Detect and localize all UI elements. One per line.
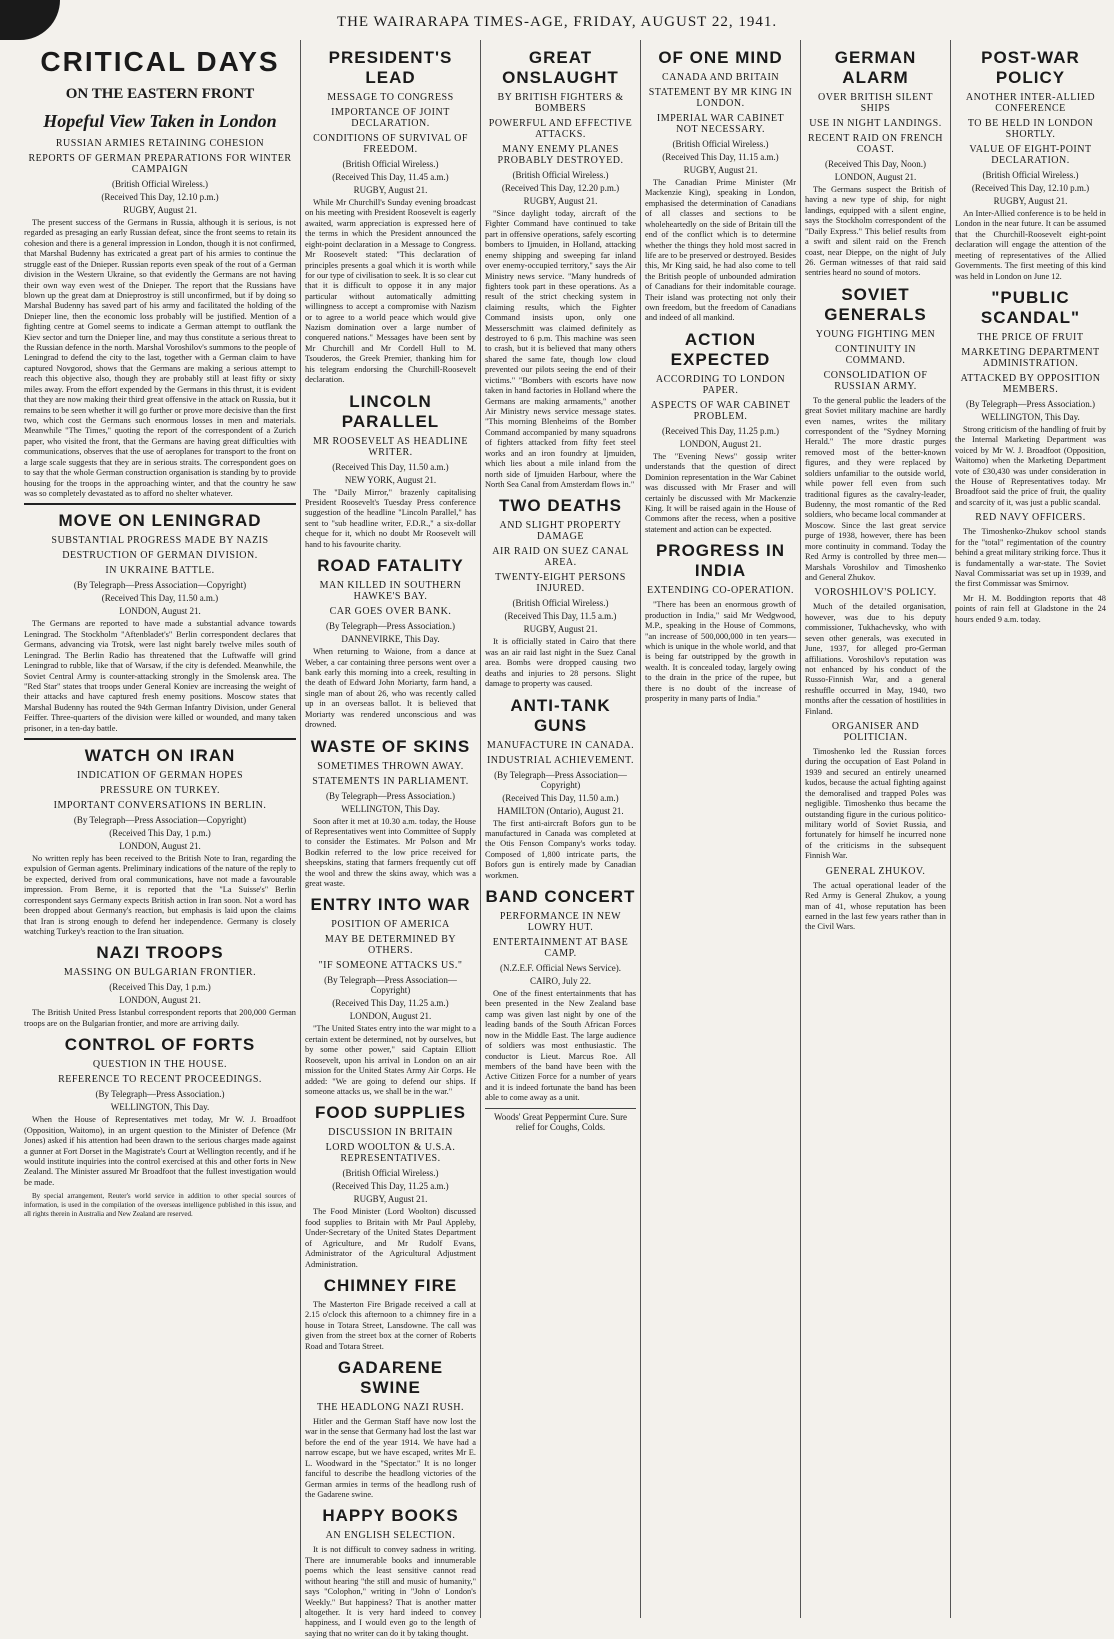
dateline: LONDON, August 21. [119,841,201,852]
advertisement: Woods' Great Peppermint Cure. Sure relief for Coughs, Colds. [485,1108,636,1132]
credit: (British Official Wireless.) [672,139,769,149]
received: (Received This Day, 11.25 p.m.) [662,425,779,436]
credit: (By Telegraph—Press Association.) [966,398,1095,409]
article-move-on-leningrad [24,511,296,734]
credit: (British Official Wireless.) [512,170,609,180]
credit: (British Official Wireless.) [512,598,609,609]
deck: REFERENCE TO RECENT PROCEEDINGS. [58,1074,262,1086]
dateline: WELLINGTON, This Day. [110,1102,210,1113]
article-two-deaths [485,496,636,689]
section-heading: VOROSHILOV'S POLICY. [814,587,937,599]
headline: POST-WAR POLICY [981,48,1080,87]
article-german-alarm [805,48,946,279]
article-body: Soon after it met at 10.30 a.m. today, the House of Representatives went into Committee of Supply to consider the Estimates. Mr Polson and Mr Bodkin referred to the low price received for sheepskins, stating that farmers frequently cut off the wool and threw the skins away, which was a great waste. [305,816,476,889]
headline: PRESIDENT'S LEAD [328,48,453,87]
deck: DESTRUCTION OF GERMAN DIVISION. [62,550,258,562]
dateline: RUGBY, August 21. [523,196,598,206]
article-body: The Masterton Fire Brigade received a call at 2.15 o'clock this afternoon to a chimney fire in a house in Totara Street, Lansdowne. The call was given from the street box at the corner of Roberts Road and Totara Street. [305,1299,476,1351]
deck: CONDITIONS OF SURVIVAL OF FREEDOM. [313,133,468,155]
headline: WATCH ON IRAN [84,746,236,766]
deck: SUBSTANTIAL PROGRESS MADE BY NAZIS [51,535,269,547]
article-body: When returning to Waione, from a dance at Weber, a car containing three persons went over a bank early this morning into a creek, resulting in the death of Edward John Moriarty, farm hand, a single man of about 26, who was recently called up in an overseas ballot. It is believed that Moriarty was rendered unconscious and was drowned. [305,647,476,730]
headline: ACTION EXPECTED [670,329,771,369]
article-body: The Timoshenko-Zhukov school stands for the "total" regimentation of the country behind a great military striking force. Thus it is fundamentally a war-state. The Soviet Naval Commissariat was set up in 1939, and the first Commissar was Smirnov. [955,527,1106,589]
received: (Received This Day, 1 p.m.) [109,982,211,993]
credit: (By Telegraph—Press Association—Copyright) [324,975,457,996]
credit: (British Official Wireless.) [342,159,439,169]
dateline: RUGBY, August 21. [683,165,758,175]
deck: QUESTION IN THE HOUSE. [92,1059,228,1071]
deck: TO BE HELD IN LONDON SHORTLY. [967,118,1094,140]
article-waste-of-skins [305,737,476,890]
deck: REPORTS OF GERMAN PREPARATIONS FOR WINTER CAMPAIGN [28,153,292,175]
article-body: The actual operational leader of the Red Army is General Zhukov, a young man of 41, whose reputation has been earned in the last few years rather than in the Civil Wars. [805,880,946,932]
article-great-onslaught [485,48,636,490]
article-road-fatality [305,556,476,730]
received: (Received This Day, 11.50 a.m.) [101,593,219,604]
article-body: Timoshenko led the Russian forces during the occupation of East Poland in 1939 and secured an entirely unearned kudos, because the actual fighting against the demoralised and trapped Poles was negligible. Timoshenko thus became the outstanding figure in the curious politico-military world of Soviet Russia, and fortunately for himself he incurred none of the criticisms in the subsequent Finnish War. [805,747,946,861]
column-2 [300,40,480,1638]
dateline: LONDON, August 21. [119,606,201,617]
headline: LINCOLN PARALLEL [341,391,440,431]
column-5 [800,40,950,1618]
notice: By special arrangement, Reuter's world service in addition to other special sources of information, is used in the compilation of the overseas intelligence published in this issue, and all rights therein in Australia and New Zealand are reserved. [24,1192,296,1218]
dateline: CAIRO, July 22. [529,976,591,987]
column-6 [950,40,1110,1618]
article-happy-books [305,1506,476,1639]
headline: TWO DEATHS [498,496,622,516]
article-entry-into-war [305,895,476,1097]
headline: SOVIET GENERALS [824,284,927,324]
dateline: WELLINGTON, This Day. [981,411,1080,422]
article-body: It is not difficult to convey sadness in writing. There are innumerable books and innumerable poems which the least sensitive cannot read without hearing "the still and music of humanity," says "Colophon," writing in "John o' London's Weekly." But happiness? That is another matter altogether. It is very hard indeed to convey happiness, and I would even go to the length of saying that no writer can do it by taking thought. [305,1545,476,1638]
deck: AN ENGLISH SELECTION. [325,1530,456,1542]
article-critical-days [24,46,296,499]
headline: WASTE OF SKINS [310,736,471,756]
received: (Received This Day, 11.5 a.m.) [504,611,617,622]
article-body: The Germans suspect the British of having a new type of ship, for night landings, equipped with a silent engine, says the Stockholm correspondent of the "Daily Express." This belief results from a swift and silent raid on the French coast, near Dieppe, on the night of July 26. German witnesses of that raid said sentries heard no sound of motors. [805,185,946,278]
dateline: RUGBY, August 21. [523,624,598,635]
dateline: WELLINGTON, This Day. [341,803,440,814]
section-heading: RED NAVY OFFICERS. [975,512,1086,524]
article-body: While Mr Churchill's Sunday evening broadcast on his meeting with President Roosevelt is eagerly awaited, warm appreciation is expressed here of the terms in which the President announced the eight-point declaration in a Message to Congress. Mr Roosevelt stated: "This declaration of principles presents a goal which it is worth while for our type of civilisation to seek. It is so clear cut that it is difficult to oppose it in any major particular without automatically admitting willingness to accept a compromise with Nazism or to agree to a world peace which would give Nazism domination over a large number of conquered nations." Messages have been sent by Mr Churchill and Mr Cordell Hull to M. Tsouderos, the Greek Premier, thanking him for his telegram endorsing the Churchill-Roosevelt declaration. [305,198,476,385]
headline: GREAT ONSLAUGHT [502,48,619,87]
article-body: One of the finest entertainments that has been presented in the New Zealand base camp was given last night by one of the leading bands of the South African Forces now in the Middle East. The large audience of soldiers was most enthusiastic. The conductor is Lieut. Marcus Roe. All members of the band have been with the Active Citizen Force for a number of years and it is indeed fortunate the band has been able to come away as a unit. [485,989,636,1103]
deck: MARKETING DEPARTMENT ADMINISTRATION. [961,346,1100,369]
article-body: Strong criticism of the handling of fruit by the Internal Marketing Department was voiced by Mr W. J. Broadfoot (Opposition, Waitomo) when the Marketing Department vote of £30,430 was under consideration in the House of Representatives today. Mr Broadfoot said the price of fruit, the quality and scarcity of it, was just a public scandal. [955,424,1106,507]
article-public-scandal [955,288,1106,508]
deck: ATTACKED BY OPPOSITION MEMBERS. [960,372,1101,395]
deck: IMPERIAL WAR CABINET NOT NECESSARY. [656,113,785,135]
credit: (By Telegraph—Press Association—Copyright) [73,815,247,826]
rain-report: Mr H. M. Boddington reports that 48 points of rain fell at Gladstone in the 24 hours ended 9 a.m. today. [955,593,1106,624]
headline: NAZI TROOPS [96,943,224,963]
deck: "IF SOMEONE ATTACKS US." [318,960,463,972]
deck: POWERFUL AND EFFECTIVE ATTACKS. [488,118,633,140]
article-body: The Food Minister (Lord Woolton) discussed food supplies to Britain with Mr Paul Appleby, Under-Secretary of the United States Department of Agriculture, and Mr Rudolf Evans, Administrator of the Agricultural Adjustment Administration. [305,1207,476,1269]
deck: EXTENDING CO-OPERATION. [646,585,795,597]
deck: CONSOLIDATION OF RUSSIAN ARMY. [823,369,928,392]
headline: FOOD SUPPLIES [315,1103,466,1123]
credit: (British Official Wireless.) [111,179,209,189]
received: (Received This Day, 12.20 p.m.) [501,183,620,193]
article-body: The British United Press Istanbul correspondent reports that 200,000 German troops are on the Bulgarian frontier, and more are arriving daily. [24,1008,296,1028]
article-action-expected [645,330,796,535]
deck: LORD WOOLTON & U.S.A. REPRESENTATIVES. [325,1142,456,1165]
article-red-navy-officers [955,512,1106,590]
article-body: When the House of Representatives met today, Mr W. J. Broadfoot (Opposition, Waitomo), in an urgent question to the Minister of Defence (Mr Jones) asked if his attention had been drawn to the serious charges made against a gunner at Fort Dorset in the Magistrate's Court at Wellington recently, and if he would institute inquiries into the control exercised at this and other forts in New Zealand. The Minister assured Mr Broadfoot that the fullest investigation would be made. [24,1115,296,1187]
column-3 [480,40,640,1618]
headline: GADARENE SWINE [337,1358,444,1398]
deck: MAN KILLED IN SOUTHERN HAWKE'S BAY. [319,580,462,603]
received: (Received This Day, 11.25 a.m.) [332,1181,449,1192]
column-1 [20,40,300,1618]
headline: MOVE ON LENINGRAD [58,511,262,531]
subheadline: Hopeful View Taken in London [43,111,277,131]
deck: MASSING ON BULGARIAN FRONTIER. [63,967,257,979]
received: (Received This Day, 12.10 p.m.) [101,192,219,202]
article-body: The Germans are reported to have made a substantial advance towards Leningrad. The Stockholm "Aftenbladet's" Berlin correspondent declares that Germans, advancing via Trotsk, were last night barely twelve miles south of Leningrad. The Berlin Radio has threatened that the Luftwaffe will grind Leningrad to rubble, like that of Warsaw, if the city is defended. Meanwhile, the Soviet Central Army is counter-attacking strongly in the Smolensk area. The "Red Star" states that troops under General Koniev are increasing the weight of their attacks and have captured fresh enemy positions. Moscow states that Marshal Budenny has routed the 94th German Infantry Division, under General Feiffer. Three-quarters of the division were killed or wounded, and many taken prisoner, in a ten-day battle. [24,619,296,733]
credit: (British Official Wireless.) [982,170,1079,180]
article-body: "There has been an enormous growth of production in India," said Mr Wedgwood, M.P., speaking in the House of Commons, "an increase of 500,000,000 in ten years—which is unique in the whole world, and that is being far outstripped by the growth in wealth. It is concealed today, largely owing to the drain in the price of the rupee, but there is no doubt of the increase of prosperity in many parts of India." [645,600,796,704]
deck: SOMETIMES THROWN AWAY. [317,760,464,772]
article-body: The present success of the Germans in Russia, although it is serious, is not regarded as presaging an early Russian defeat, since the front seems to retain its cohesion and there is a general impression in London, though it is not confirmed, that Marshal Budenny has extricated a great part of his armies to continue the struggle east of the Dnieper. Russian reports even speak of the rout of a German division in the Western Ukraine, so that evidently the Germans are not having their own way even west of the Dnieper. The report that the Russians have blown up the great dam at Dnieprostroy is still unconfirmed, but if by doing so Marshal Budenny has saved part of his army and facilitated the holding of the Dnieper line, then the economic loss probably will be justified. Mention of a fighting centre at Gomel seems to indicate a German attempt to outflank the Kiev sector and turn the Dnieper line, and may thus constitute a serious threat to the Russian defence in the north. Marshal Voroshilov's summons to the people of Leningrad to defend the city to the last, together with a German claim to have captured Novgorod, shows that the Germans are making a serious attempt to reach this objective also, though they are probably still at least fifty or sixty miles away. From the effort expended by the Germans in this thrust, it is evident that they are now making their third great offensive in the attack on Russia, but it remains to be seen whether it will go further or prove more decisive than the first two, which cost the Germans such enormous losses in men and materials. Meanwhile "The Times," quoting the report of the correspondent of a Zurich paper, who visited the front, that the Germans are having great difficulties with communications, observes that the use of aeroplanes for transport to the front on a large scale suggests that they are in serious straits. The correspondent goes on to say that the whole German construction organisation is standing by to provide housing for the troops in the approaching winter, and that the country he saw was so completely devastated as to afford no shelter whatever. [24,218,296,498]
deck: STATEMENTS IN PARLIAMENT. [312,775,469,787]
headline: CRITICAL DAYS [40,46,280,77]
credit: (British Official Wireless.) [342,1168,439,1179]
headline: OF ONE MIND [658,48,783,67]
article-control-of-forts [24,1035,296,1188]
deck: IMPORTANT CONVERSATIONS IN BERLIN. [53,800,267,812]
deck: AND SLIGHT PROPERTY DAMAGE [499,520,622,543]
newspaper-page [20,40,1110,1638]
headline: ROAD FATALITY [317,556,464,576]
deck: THE PRICE OF FRUIT [977,331,1084,343]
masthead [0,0,1114,40]
section-heading: GENERAL ZHUKOV. [825,865,926,877]
article-food-supplies [305,1103,476,1270]
headline: CHIMNEY FIRE [323,1275,458,1295]
article-soviet-generals [805,285,946,933]
deck: ASPECTS OF WAR CABINET PROBLEM. [650,399,791,422]
dateline: HAMILTON (Ontario), August 21. [497,805,624,816]
deck: PERFORMANCE IN NEW LOWRY HUT. [499,911,622,934]
deck: STATEMENT BY MR KING IN LONDON. [648,87,793,109]
deck: USE IN NIGHT LANDINGS. [809,118,942,129]
deck: INDICATION OF GERMAN HOPES [76,770,244,782]
article-body: "Since daylight today, aircraft of the Fighter Command have continued to take part in offensive operations, safely escorting bombers to Ijmuiden, in Holland, attacking enemy shipping and sweeping far inland over enemy-occupied territory," says the Air Ministry news service. "Many hundreds of fighters took part in these operations. As a result of the strict checking system in claiming results, which the Fighter Command insists upon, only one Messerschmitt was claimed definitely as destroyed to 6 p.m. This machine was seen to crash, but it is believed that many others shared the same fate, though low cloud prevented our pilots seeing the end of their victims." "Bombers with escorts have now taken in hand factories in Holland where the Germans are making armaments," another Air Ministry news service message states. "This morning Blenheims of the Bomber Command accompanied by many squadrons of fighters attacked from fifty feet steel works and an iron foundry at Ijmuiden, which lies about a mile inland from the north side of Ijmuiden Harbour, where the North Sea Canal from Amsterdam flows in." [485,209,636,489]
deck: TWENTY-EIGHT PERSONS INJURED. [495,572,626,595]
dateline: RUGBY, August 21. [353,1194,428,1205]
deck: PRESSURE ON TURKEY. [100,785,220,797]
deck: BY BRITISH FIGHTERS & BOMBERS [497,92,624,114]
article-body: To the general public the leaders of the great Soviet military machine are hardly even names, writes the military correspondent of the "Sydney Morning Herald." The more drastic purges removed most of the better-known figures, and they were replaced by soldiers unfamiliar to the outside world, while power fell even from such traditional figures as the cavalry-leader, Budenny, the most romantic of the Red soldiers, who became local commander at Moscow. Since the last great service purge of 1938, however, there has been more continuity in command. Today the Red Army is controlled by three men—Marshals Voroshilov and Timoshenko and General Zhukov. [805,395,946,582]
received: (Received This Day, 11.25 a.m.) [332,998,449,1009]
headline: HAPPY BOOKS [322,1506,459,1526]
received: (Received This Day, 11.15 a.m.) [662,152,779,162]
dateline: LONDON, August 21. [679,438,762,449]
dateline: DANNEVIRKE, This Day. [341,634,440,645]
received: (Received This Day, 11.50 a.m.) [332,461,449,472]
credit: (By Telegraph—Press Association.) [326,621,455,632]
article-band-concert [485,887,636,1104]
article-progress-in-india [645,541,796,704]
received: (Received This Day, 11.50 a.m.) [502,792,619,803]
headline: "PUBLIC SCANDAL" [980,287,1081,327]
deck: MANUFACTURE IN CANADA. [486,739,635,751]
article-gadarene-swine [305,1358,476,1500]
deck: RUSSIAN ARMIES RETAINING COHESION [55,138,265,149]
article-anti-tank-guns [485,696,636,882]
deck: MAY BE DETERMINED BY OTHERS. [324,934,457,957]
credit: (By Telegraph—Press Association—Copyright) [73,580,247,591]
dateline: RUGBY, August 21. [353,185,428,195]
deck: POSITION OF AMERICA [331,919,450,931]
received: (Received This Day, 11.45 a.m.) [332,172,449,182]
deck: IMPORTANCE OF JOINT DECLARATION. [331,107,450,129]
received: (Received This Day, Noon.) [825,159,926,169]
article-nazi-troops [24,943,296,1029]
headline: GERMAN ALARM [834,48,917,87]
column-4 [640,40,800,1618]
article-body: The "Daily Mirror," brazenly capitalising President Roosevelt's Tuesday Press conference suggestion of the headline "Lincoln Parallel," has sent to "sub headline writer, F.D.R.," a six-dollar cheque for it, which no doubt Mr Roosevelt will hand to his favourite charity. [305,487,476,549]
headline: CONTROL OF FORTS [64,1035,256,1055]
deck: AIR RAID ON SUEZ CANAL AREA. [492,546,629,569]
article-chimney-fire [305,1276,476,1352]
headline: ENTRY INTO WAR [310,895,471,915]
article-body: An Inter-Allied conference is to be held in London in the near future. It can be assumed that the Churchill-Roosevelt eight-point declaration will engage the attention of the meeting of representatives of the Allied Governments. The first meeting of this kind was held in London on June 12. [955,209,1106,281]
deck: MESSAGE TO CONGRESS [327,92,454,103]
received: (Received This Day, 12.10 p.m.) [971,183,1090,193]
article-body: The "Evening News" gossip writer understands that the question of direct Dominion representation in the War Cabinet was discussed with Mr Fraser and will certainly be discussed with Mr Mackenzie King. It will be raised again in the House of Commons after the recess, when a positive statement and action can be expected. [645,451,796,534]
headline: PROGRESS IN INDIA [655,541,786,581]
deck: OVER BRITISH SILENT SHIPS [817,92,934,114]
dateline: RUGBY, August 21. [123,205,197,215]
deck: MR ROOSEVELT AS HEADLINE WRITER. [312,435,469,458]
article-watch-on-iran [24,746,296,937]
subheadline: ON THE EASTERN FRONT [65,86,255,102]
received: (Received This Day, 1 p.m.) [109,828,211,839]
article-body: Hitler and the German Staff have now lost the war in the sense that Germany had lost the last war before the end of the year 1914. We have had a narrow escape, but we have escaped, writes Mr E. L. Woodward in the "Spectator." It is no longer fanciful to describe the headlong victories of the German armies in terms of the headlong rush of the Gadarene swine. [305,1417,476,1499]
headline: ANTI-TANK GUNS [510,695,611,735]
deck: ENTERTAINMENT AT BASE CAMP. [492,937,629,960]
credit: (N.Z.E.F. Official News Service). [499,963,622,974]
dateline: RUGBY, August 21. [993,196,1068,206]
deck: CAR GOES OVER BANK. [329,606,452,618]
dateline: NEW YORK, August 21. [344,474,437,485]
article-body: It is officially stated in Cairo that there was an air raid last night in the Suez Canal area. Bombs were dropped causing two deaths and injuries to 28 persons. Slight damage to property was caused. [485,637,636,689]
deck: RECENT RAID ON FRENCH COAST. [807,133,944,155]
credit: (By Telegraph—Press Association.) [326,790,455,801]
masthead-title: THE WAIRARAPA TIMES-AGE, FRIDAY, AUGUST 22, 1941. [336,14,778,30]
dateline: LONDON, August 21. [119,995,201,1006]
deck: CANADA AND BRITAIN [661,72,780,83]
article-body: The first anti-aircraft Bofors gun to be manufactured in Canada was completed at the Otis Fenson Company's works today. Composed of 1,800 intricate parts, the Bofors gun is entirely made by Canadian workmen. [485,818,636,880]
deck: VALUE OF EIGHT-POINT DECLARATION. [969,144,1092,166]
deck: DISCUSSION IN BRITAIN [328,1127,453,1139]
credit: (By Telegraph—Press Association.) [95,1089,225,1100]
article-body: Much of the detailed organisation, however, was due to his deputy commissioner, Tukhachevsky, who with seven other generals, was executed in June, 1937, for alleged pro-German affiliations. Voroshilov's reputation was not enhanced by his conduct of the Russo-Finnish War, and a general reshuffle occurred in May, 1940, two months after the cessation of hostilities in Finland. [805,602,946,716]
article-lincoln-parallel [305,392,476,551]
article-of-one-mind [645,48,796,324]
deck: IN UKRAINE BATTLE. [105,565,215,577]
article-post-war-policy [955,48,1106,282]
article-body: The Canadian Prime Minister (Mr Mackenzie King), speaking in London, emphasised the determination of Canadians of all classes and sections to be wholeheartedly on the side of Britain till the end of the conflict which is to determine whether the things they hold most sacred in life are to be preserved or destroyed. Besides this, Mr King said, he had also come to tell the British people of unbounded admiration of Canadians for their indomitable courage. Their island was protecting not only their own freedom, but the freedom of Canadians and indeed of all mankind. [645,178,796,323]
deck: ACCORDING TO LONDON PAPER. [655,373,786,396]
article-presidents-lead [305,48,476,386]
deck: ANOTHER INTER-ALLIED CONFERENCE [965,92,1096,114]
article-body: No written reply has been received to the British Note to Iran, regarding the expulsion of German agents. Preliminary indications of the nature of the reply to be expected, derived from oral communications, have not made a favourable impression. From Berne, it is reported that the "La Suisse's" Berlin correspondent says Germany expects British action in Iran soon. Not a word has been dropped about Germany's reaction, but emphasis is laid upon the claims that Iran is strong enough to defend her independence. Germany is closely watching Turkey's reaction to the Iran situation. [24,854,296,936]
headline: BAND CONCERT [485,887,636,907]
dateline: LONDON, August 21. [349,1011,432,1022]
article-body: "The United States entry into the war might to a certain extent be determined, not by ourselves, but by some other power," said Captain Elliott Roosevelt, upon his arrival in London on an air mission for the United States Army Air Corps. He added: "We are going to defend our ships. If someone attacks us, we shall be in the war." [305,1024,476,1096]
deck: MANY ENEMY PLANES PROBABLY DESTROYED. [497,144,624,166]
section-heading: ORGANISER AND POLITICIAN. [831,721,920,744]
deck: YOUNG FIGHTING MEN [815,328,936,340]
deck: INDUSTRIAL ACHIEVEMENT. [486,754,635,766]
credit: (By Telegraph—Press Association—Copyright) [494,769,627,790]
deck: THE HEADLONG NAZI RUSH. [316,1402,465,1414]
dateline: LONDON, August 21. [834,172,917,182]
deck: CONTINUITY IN COMMAND. [835,343,916,366]
